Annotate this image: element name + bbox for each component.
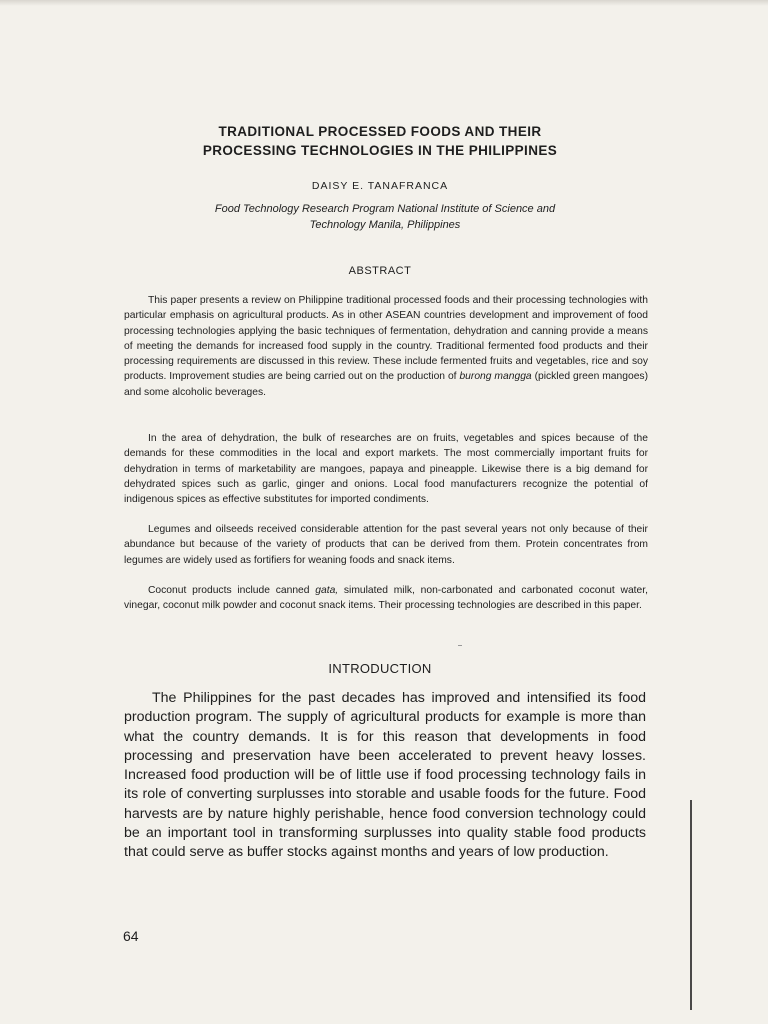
paper-title — [100, 122, 660, 160]
paper-title-line-2: PROCESSING TECHNOLOGIES IN THE PHILIPPINES — [202, 143, 558, 158]
abstract-p4-emphasis: gata, — [315, 585, 339, 596]
page-top-edge-shadow — [0, 0, 768, 6]
scan-edge-line — [690, 800, 692, 1010]
author-name: DAISY E. TANAFRANCA — [311, 180, 449, 192]
abstract-heading: ABSTRACT — [348, 265, 412, 277]
introduction-paragraph: The Philippines for the past decades has improved and intensified its food production program. The supply of agricultural products for example is more than what the country demands. It is for this reason that developments in food processing and preservation have been accelerated to prevent heavy losses. Increased food production will be of little use if food processing technology fails in its role of converting surplusses into storable and usable foods for the future. Food harvests are by nature highly perishable, hence food conversion technology could be an important tool in transforming surplusses into quality stable food products that could serve as buffer stocks against months and years of low production. — [124, 690, 646, 861]
abstract-p1-emphasis: burong mangga — [459, 371, 532, 383]
introduction-heading: INTRODUCTION — [328, 661, 432, 676]
affiliation-line-1: Food Technology Research Program National Institute of Science and — [214, 203, 556, 215]
author-affiliation — [170, 201, 600, 233]
abstract-paragraph-4 — [124, 583, 648, 614]
abstract-p1-text-a: This paper presents a review on Philippine traditional processed foods and their processing technologies with particular emphasis on agricultural products. As in other ASEAN countries development and improvement of food processing technologies applying the basic techniques of fermentation, dehydration and canning provide a means of meeting the demands for increased food supply in the country. Traditional fermented food products and their processing requirements are discussed in this review. These include fermented fruits and vegetables, rice and soy products. Improvement studies are being carried out on the production of — [124, 295, 648, 383]
abstract-paragraph-3: Legumes and oilseeds received considerable attention for the past several years not only because of their abundance but because of the variety of products that can be derived from them. Protein concentrates from legumes are widely used as fortifiers for weaning foods and snack items. — [124, 524, 648, 566]
abstract-paragraph-1 — [124, 293, 648, 400]
affiliation-line-2: Technology Manila, Philippines — [309, 219, 461, 231]
scan-artifact-mark — [458, 645, 462, 646]
page-number: 64 — [123, 928, 139, 944]
abstract-paragraph-2: In the area of dehydration, the bulk of researches are on fruits, vegetables and spices because of the demands for these commodities in the local and export markets. The most commercially important fruits for dehydration in terms of marketability are mangoes, papaya and pineapple. Likewise there is a big demand for dehydrated spices such as garlic, ginger and onions. Local food manufacturers recognize the potential of indigenous spices as effective substitutes for imported condiments. — [124, 433, 648, 506]
paper-title-line-1: TRADITIONAL PROCESSED FOODS AND THEIR — [218, 124, 542, 139]
abstract-p4-text-b: simulated milk, non-carbonated and carbonated coconut water, vinegar, coconut milk powder and coconut snack items. Their processing technologies are described in this paper. — [124, 585, 648, 612]
abstract-p4-text-a: Coconut products include canned — [148, 585, 316, 596]
abstract-p1-text-b: (pickled green mangoes) and some alcoholic beverages. — [124, 371, 649, 398]
